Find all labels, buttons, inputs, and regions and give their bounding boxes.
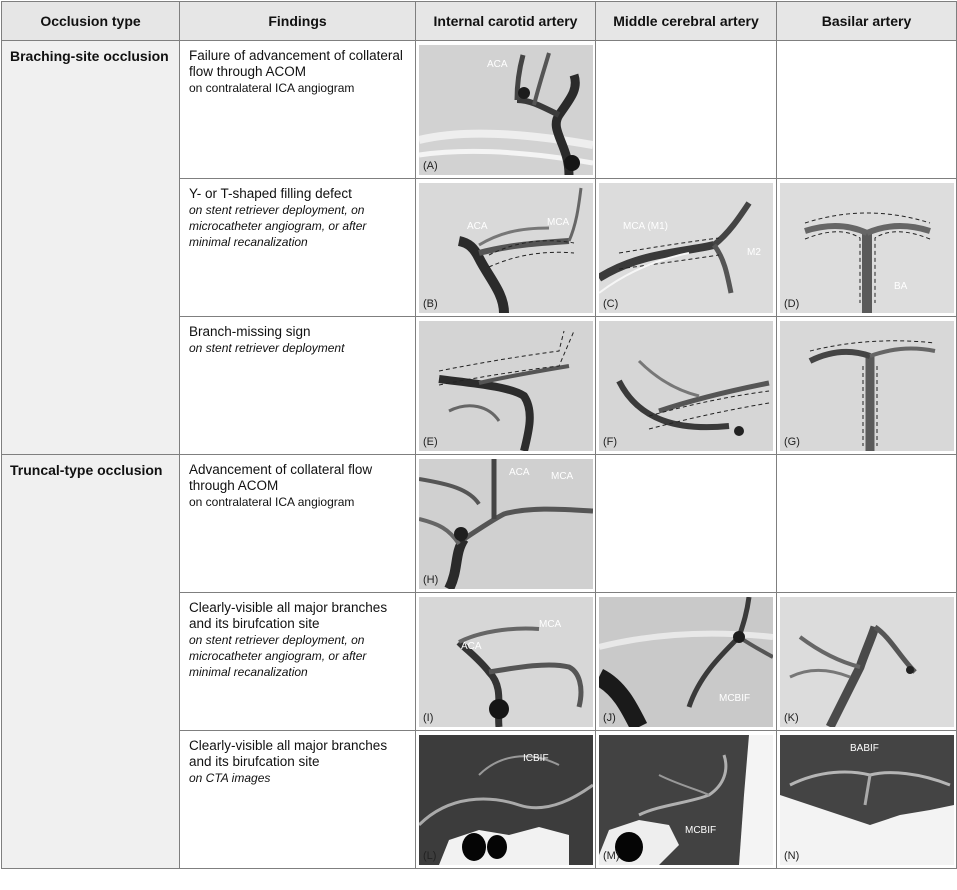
annotation-mca: MCA [551,471,574,482]
table-row [2,41,957,179]
empty-cell [777,455,957,593]
group-truncal: Truncal-type occlusion [2,455,180,869]
header-occlusion-type: Occlusion type [2,2,180,41]
panel-m [599,735,773,865]
annotation-icbif: ICBIF [523,753,549,764]
panel-label: (J) [603,712,616,724]
basilar-cell [777,731,957,869]
panel-n [780,735,954,865]
finding-cell [180,317,416,455]
annotation-aca: ACA [467,221,488,232]
finding-sub: on contralateral ICA angiogram [189,81,355,95]
finding-sub: on stent retriever deployment [189,341,345,355]
mca-cell [596,317,777,455]
ica-cell [416,455,596,593]
angiogram-image [599,597,773,727]
panel-label: (H) [423,574,439,586]
annotation-mcbif: MCBIF [719,693,751,704]
panel-e [419,321,593,451]
angiogram-image [780,183,954,313]
table-row [2,455,957,593]
panel-a [419,45,593,175]
annotation-ba: BA [894,281,908,292]
finding-sub: on contralateral ICA angiogram [189,495,355,509]
angiogram-image [780,321,954,451]
panel-h [419,459,593,589]
finding-sub: on stent retriever deployment, on microcatheter angiogram, or after minimal recanalization [189,203,367,249]
basilar-cell [777,179,957,317]
ica-cell [416,317,596,455]
angiogram-image [599,321,773,451]
ica-cell [416,731,596,869]
cta-image [780,735,954,865]
cta-image [599,735,773,865]
header-findings: Findings [180,2,416,41]
header-mca: Middle cerebral artery [596,2,777,41]
panel-f [599,321,773,451]
panel-label: (E) [423,436,438,448]
annotation-aca: ACA [509,467,530,478]
annotation-aca: ACA [461,641,482,652]
finding-cell [180,593,416,731]
angiogram-image [419,183,593,313]
basilar-cell [777,317,957,455]
cta-image [419,735,593,865]
panel-c [599,183,773,313]
finding-cell [180,41,416,179]
annotation-babif: BABIF [850,743,879,754]
panel-j [599,597,773,727]
finding-main: Failure of advancement of collateral flow through ACOM [189,48,403,79]
panel-label: (M) [603,850,620,862]
annotation-mca-m1: MCA (M1) [623,221,668,232]
panel-d [780,183,954,313]
ica-cell [416,179,596,317]
group-branching: Braching-site occlusion [2,41,180,455]
panel-label: (L) [423,850,437,862]
mca-cell [596,593,777,731]
panel-label: (C) [603,298,619,310]
finding-main: Clearly-visible all major branches and its birufcation site [189,600,388,631]
ica-cell [416,41,596,179]
panel-b [419,183,593,313]
annotation-aca: ACA [487,59,508,70]
annotation-m2: M2 [747,247,761,258]
panel-g [780,321,954,451]
panel-i [419,597,593,727]
basilar-cell [777,593,957,731]
empty-cell [596,455,777,593]
ica-cell [416,593,596,731]
finding-main: Clearly-visible all major branches and its birufcation site [189,738,388,769]
empty-cell [777,41,957,179]
panel-label: (I) [423,712,434,724]
annotation-mcbif: MCBIF [685,825,717,836]
finding-main: Y- or T-shaped filling defect [189,186,352,201]
finding-cell [180,455,416,593]
panel-label: (B) [423,298,438,310]
finding-sub: on stent retriever deployment, on microcatheter angiogram, or after minimal recanalization [189,633,367,679]
findings-table [1,1,957,869]
angiogram-image [780,597,954,727]
header-row [2,2,957,41]
panel-k [780,597,954,727]
panel-label: (N) [784,850,800,862]
mca-cell [596,179,777,317]
panel-label: (G) [784,436,800,448]
panel-label: (F) [603,436,618,448]
panel-label: (K) [784,712,799,724]
finding-main: Branch-missing sign [189,324,311,339]
angiogram-image [419,321,593,451]
empty-cell [596,41,777,179]
header-basilar: Basilar artery [777,2,957,41]
panel-label: (D) [784,298,800,310]
panel-label: (A) [423,160,438,172]
annotation-mca: MCA [547,217,570,228]
panel-l [419,735,593,865]
finding-cell [180,731,416,869]
finding-cell [180,179,416,317]
finding-main: Advancement of collateral flow through ACOM [189,462,373,493]
finding-sub: on CTA images [189,771,271,785]
mca-cell [596,731,777,869]
angiogram-image [419,597,593,727]
annotation-mca: MCA [539,619,562,630]
header-ica: Internal carotid artery [416,2,596,41]
